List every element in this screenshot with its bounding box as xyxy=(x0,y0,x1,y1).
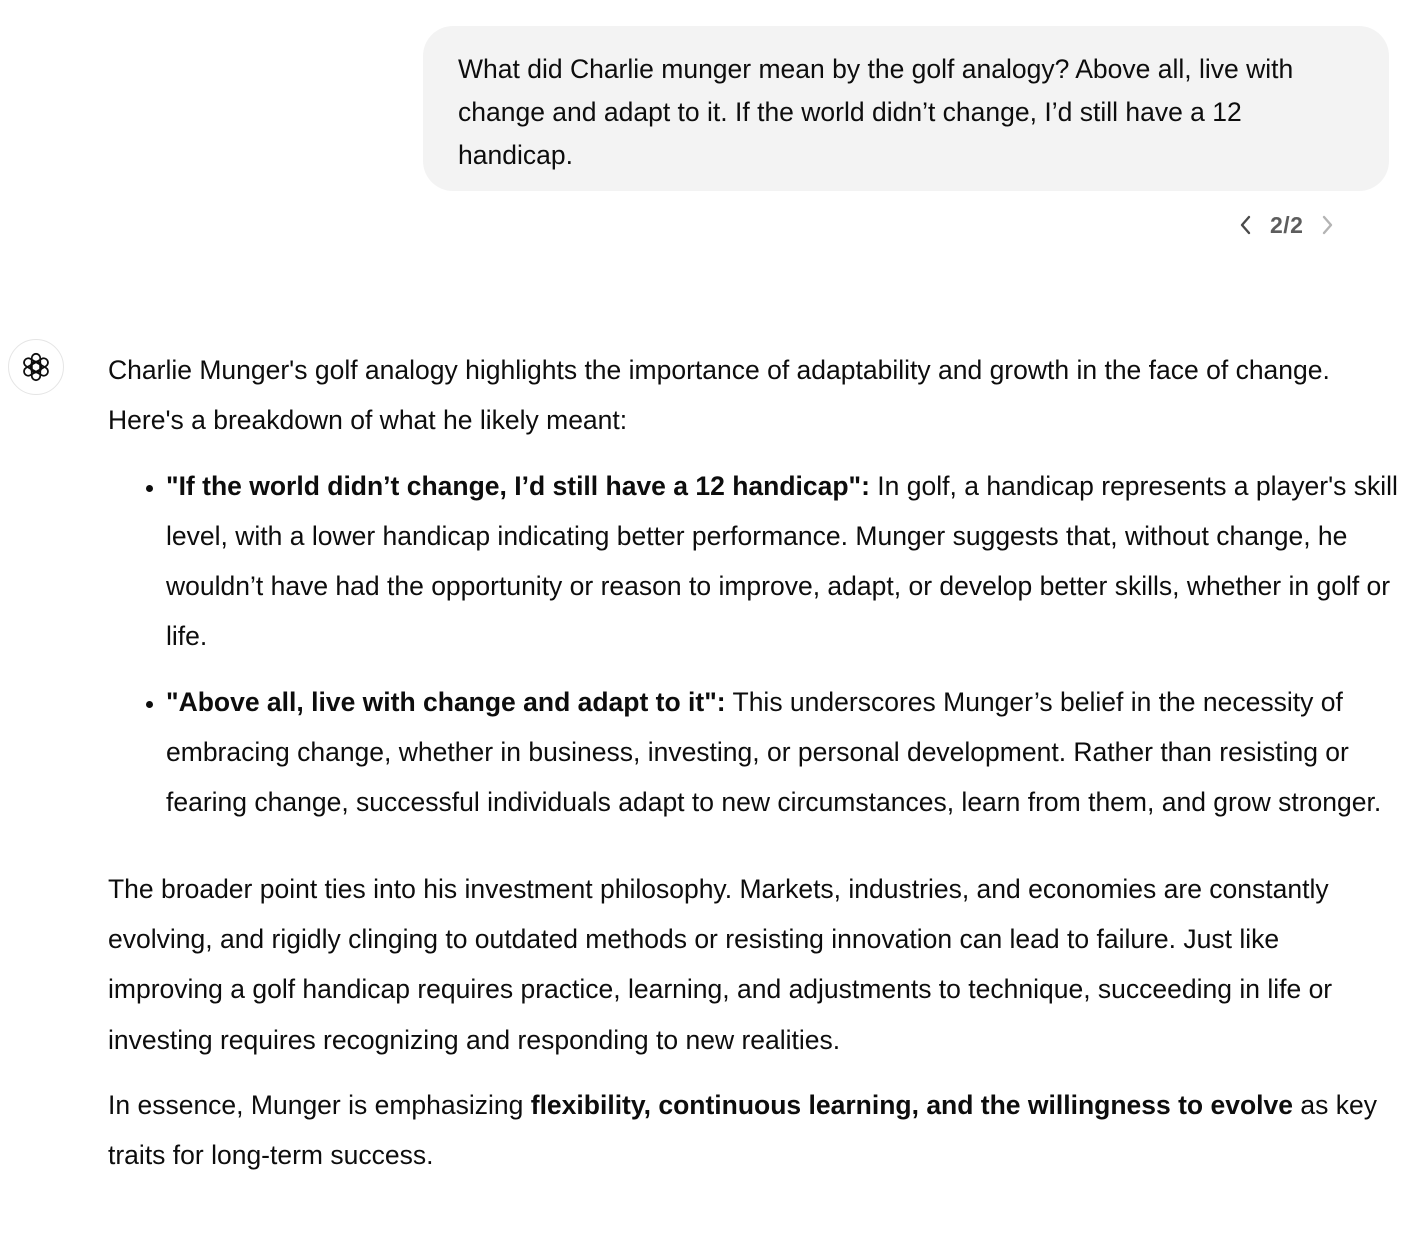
essence-prefix: In essence, Munger is emphasizing xyxy=(108,1089,531,1120)
bullet-text: In golf, a handicap represents a player's skill level, with a lower handicap indicating better performance. Munger suggests that, without change, he wouldn’t have had the opportunity or reason to improve, adapt, or develop better skills, whether in golf or life. xyxy=(166,470,1398,652)
assistant-paragraph-essence xyxy=(108,1080,1400,1181)
chevron-right-icon xyxy=(1319,213,1335,237)
bullet-text: This underscores Munger’s belief in the necessity of embracing change, whether in business, investing, or personal development. Rather than resisting or fearing change, successful individuals adapt to new circumstances, learn from them, and grow stronger. xyxy=(166,686,1382,818)
list-item xyxy=(166,677,1400,828)
response-count: 2/2 xyxy=(1270,211,1304,238)
chevron-left-icon xyxy=(1238,213,1254,237)
assistant-paragraph-broader: The broader point ties into his investment philosophy. Markets, industries, and economies are constantly evolving, and rigidly clinging to outdated methods or resisting innovation can lead to failure. Just like improving a golf handicap requires practice, learning, and adjustments to technique, succeeding in life or investing requires recognizing and responding to new realities. xyxy=(108,873,1333,1055)
assistant-avatar xyxy=(8,339,64,395)
assistant-message xyxy=(108,345,1400,1180)
next-response-button[interactable] xyxy=(1309,204,1345,246)
response-pager xyxy=(1228,204,1345,246)
essence-suffix: as key traits for long-term success. xyxy=(108,1089,1377,1171)
assistant-intro: Charlie Munger's golf analogy highlights the importance of adaptability and growth in the face of change. Here's a breakdown of what he likely meant: xyxy=(108,355,1330,436)
user-message-text: What did Charlie munger mean by the golf analogy? Above all, live with change and adapt to it. If the world didn’t change, I’d still have a 12 handicap. xyxy=(458,54,1294,170)
list-item xyxy=(166,461,1400,662)
bullet-quote: "If the world didn’t change, I’d still have a 12 handicap": xyxy=(166,470,870,501)
bullet-quote: "Above all, live with change and adapt to it": xyxy=(166,686,726,717)
user-message-bubble xyxy=(423,26,1389,191)
previous-response-button[interactable] xyxy=(1228,204,1264,246)
essence-bold: flexibility, continuous learning, and the willingness to evolve xyxy=(530,1089,1293,1120)
openai-logo-icon xyxy=(19,350,53,384)
assistant-bullet-list xyxy=(108,461,1400,828)
